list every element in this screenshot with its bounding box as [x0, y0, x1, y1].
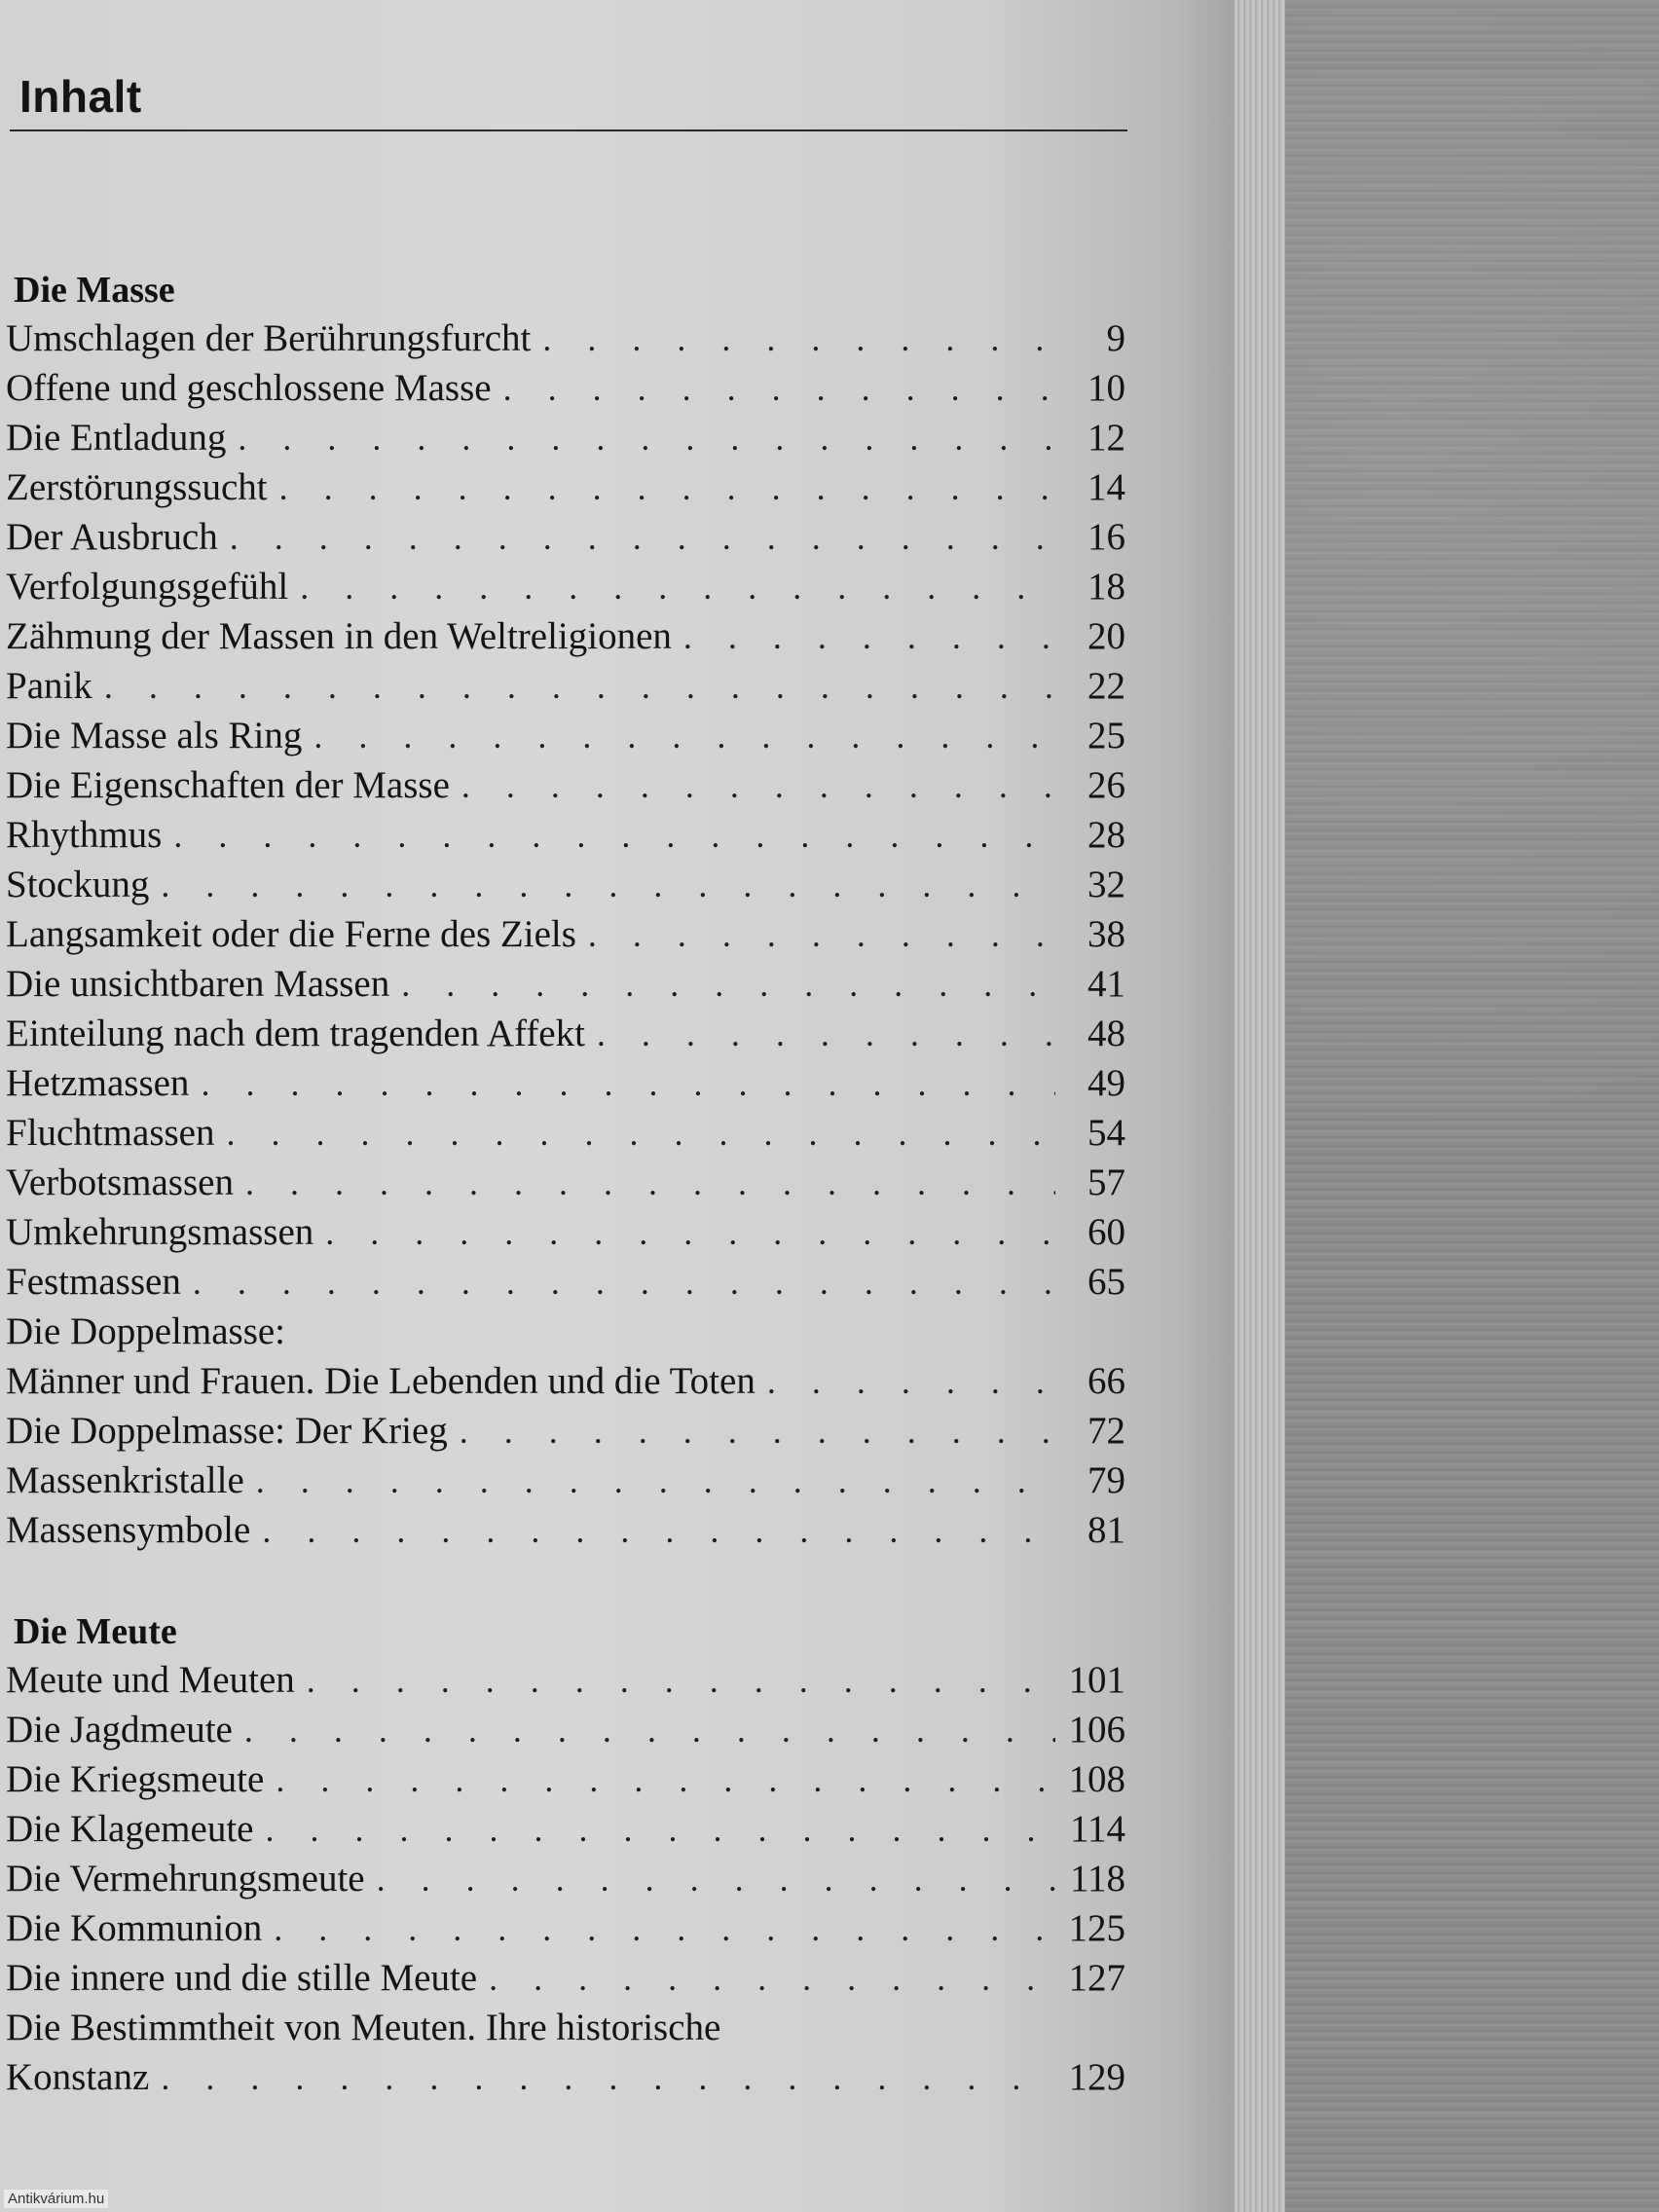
toc-entry-label: Die Masse als Ring	[6, 715, 303, 756]
toc-entry-label: Meute und Meuten	[6, 1659, 295, 1701]
toc-entry-page-number: 118	[1069, 1858, 1125, 1899]
toc-entry	[0, 1705, 1137, 1754]
toc-entry-page-number: 9	[1106, 317, 1125, 359]
toc-entry-label: Rhythmus	[6, 814, 163, 856]
dot-leader	[262, 1506, 1055, 1556]
toc-entry-label: Einteilung nach dem tragenden Affekt	[6, 1013, 585, 1054]
dot-leader	[230, 513, 1055, 563]
section-heading: Die Meute	[14, 1611, 177, 1652]
dot-leader	[588, 910, 1055, 960]
toc-entry-label: Festmassen	[6, 1261, 181, 1303]
toc-entry-page-number: 12	[1088, 417, 1125, 459]
toc-entry-page-number: 101	[1068, 1659, 1125, 1701]
dot-leader	[161, 2053, 1055, 2103]
page-title: Inhalt	[19, 71, 142, 122]
toc-entry-page-number: 20	[1088, 615, 1125, 657]
toc-entry-continuation	[0, 1356, 1137, 1406]
dot-leader	[300, 563, 1055, 612]
toc-entry	[0, 1953, 1137, 2003]
dot-leader	[401, 960, 1055, 1010]
toc-entry	[0, 1207, 1137, 1257]
dot-leader	[201, 1059, 1055, 1109]
toc-entry-page-number: 14	[1088, 466, 1125, 508]
background-surface	[1285, 0, 1659, 2212]
toc-entry	[0, 1058, 1137, 1108]
toc-entry-page-number: 81	[1088, 1509, 1125, 1551]
toc-entry	[0, 1009, 1137, 1058]
toc-entry-label: Die Kriegsmeute	[6, 1758, 265, 1800]
toc-entry	[0, 760, 1137, 810]
dot-leader	[503, 364, 1055, 414]
toc-entry-page-number: 10	[1088, 367, 1125, 409]
dot-leader	[265, 1805, 1055, 1855]
toc-entry	[0, 1456, 1137, 1505]
toc-entry	[0, 1854, 1137, 1903]
dot-leader	[274, 1904, 1055, 1954]
toc-entry-label: Verfolgungsgefühl	[6, 566, 289, 608]
toc-entry-label: Zerstörungssucht	[6, 466, 268, 508]
toc-entry-label: Die unsichtbaren Massen	[6, 963, 390, 1005]
toc-entry	[0, 363, 1137, 413]
toc-entry-label: Die Jagdmeute	[6, 1709, 233, 1751]
toc-entry-label: Der Ausbruch	[6, 516, 218, 558]
title-rule	[10, 129, 1127, 131]
toc-entry-page-number: 18	[1088, 566, 1125, 608]
toc-list	[0, 313, 1137, 1555]
toc-entry	[0, 860, 1137, 909]
toc-entry-page-number: 41	[1088, 963, 1125, 1005]
toc-entry-page-number: 49	[1088, 1062, 1125, 1104]
toc-entry-label: Umkehrungsmassen	[6, 1211, 314, 1253]
dot-leader	[377, 1855, 1055, 1904]
toc-entry-page-number: 25	[1088, 715, 1125, 756]
dot-leader	[767, 1357, 1055, 1407]
toc-entry	[0, 512, 1137, 562]
toc-entry-page-number: 28	[1088, 814, 1125, 856]
toc-entry-page-number: 72	[1088, 1410, 1125, 1452]
toc-entry-page-number: 57	[1088, 1161, 1125, 1203]
toc-entry-page-number: 22	[1088, 665, 1125, 707]
toc-entry-label: Die Doppelmasse: Der Krieg	[6, 1410, 448, 1452]
dot-leader	[238, 414, 1055, 463]
dot-leader	[161, 861, 1055, 910]
toc-entry-page-number: 79	[1088, 1459, 1125, 1501]
toc-entry	[0, 1406, 1137, 1456]
toc-entry	[0, 1257, 1137, 1307]
dot-leader	[542, 314, 1055, 364]
toc-entry-page-number: 48	[1088, 1013, 1125, 1054]
toc-entry-continuation	[0, 2052, 1137, 2102]
toc-entry-label: Die Kommunion	[6, 1907, 263, 1949]
toc-entry	[0, 909, 1137, 959]
toc-list	[0, 1655, 1137, 2102]
toc-entry-label: Massensymbole	[6, 1509, 251, 1551]
dot-leader	[245, 1159, 1055, 1208]
toc-entry-label: Fluchtmassen	[6, 1112, 215, 1154]
toc-entry	[0, 1158, 1137, 1207]
dot-leader	[313, 712, 1055, 761]
section-heading: Die Masse	[14, 270, 175, 311]
toc-entry	[0, 1655, 1137, 1705]
dot-leader	[226, 1109, 1055, 1159]
toc-entry-label: Massenkristalle	[6, 1459, 244, 1501]
toc-entry	[0, 413, 1137, 462]
toc-entry-page-number: 106	[1068, 1709, 1125, 1751]
dot-leader	[104, 662, 1055, 712]
toc-entry	[0, 1903, 1137, 1953]
toc-entry	[0, 2003, 1137, 2052]
toc-entry-label: Zähmung der Massen in den Weltreligionen	[6, 615, 672, 657]
toc-entry	[0, 462, 1137, 512]
toc-entry-page-number: 127	[1068, 1957, 1125, 1999]
toc-entry-label: Die Bestimmtheit von Meuten. Ihre historische	[6, 2007, 721, 2048]
toc-entry-label: Die Vermehrungsmeute	[6, 1858, 365, 1899]
toc-entry-page-number: 129	[1068, 2056, 1125, 2098]
toc-entry-page-number: 32	[1088, 864, 1125, 905]
toc-entry	[0, 810, 1137, 860]
toc-entry	[0, 1754, 1137, 1804]
dot-leader	[279, 463, 1055, 513]
toc-entry-page-number: 54	[1088, 1112, 1125, 1154]
toc-entry-page-number: 60	[1088, 1211, 1125, 1253]
toc-entry-label: Umschlagen der Berührungsfurcht	[6, 317, 532, 359]
toc-entry-label: Stockung	[6, 864, 150, 905]
watermark: Antikvárium.hu	[4, 2190, 108, 2208]
toc-section-masse	[0, 267, 1137, 1555]
toc-entry-label: Männer und Frauen. Die Lebenden und die Toten	[6, 1360, 756, 1402]
toc-entry	[0, 711, 1137, 760]
dot-leader	[256, 1456, 1055, 1506]
dot-leader	[173, 811, 1055, 861]
toc-entry-page-number: 114	[1069, 1808, 1125, 1850]
toc-section-meute	[0, 1608, 1137, 2102]
dot-leader	[244, 1706, 1055, 1755]
toc-entry-label: Konstanz	[6, 2056, 150, 2098]
toc-entry-page-number: 108	[1068, 1758, 1125, 1800]
dot-leader	[683, 612, 1055, 662]
toc-entry-label: Langsamkeit oder die Ferne des Ziels	[6, 913, 576, 955]
toc-entry	[0, 313, 1137, 363]
toc-entry	[0, 661, 1137, 711]
toc-entry-label: Die Eigenschaften der Masse	[6, 764, 450, 806]
toc-entry-label: Die Entladung	[6, 417, 227, 459]
toc-entry-label: Die Doppelmasse:	[6, 1310, 286, 1352]
toc-entry	[0, 1505, 1137, 1555]
dot-leader	[489, 1954, 1055, 2004]
toc-entry-label: Verbotsmassen	[6, 1161, 234, 1203]
dot-leader	[461, 761, 1055, 811]
dot-leader	[597, 1010, 1055, 1059]
dot-leader	[460, 1407, 1055, 1456]
dot-leader	[193, 1258, 1055, 1308]
toc-entry-page-number: 125	[1068, 1907, 1125, 1949]
toc-entry	[0, 1804, 1137, 1854]
dot-leader	[276, 1755, 1055, 1805]
toc-entry-label: Panik	[6, 665, 92, 707]
toc-entry-label: Die Klagemeute	[6, 1808, 254, 1850]
toc-entry	[0, 1108, 1137, 1158]
toc-entry-page-number: 65	[1088, 1261, 1125, 1303]
dot-leader	[325, 1208, 1055, 1258]
toc-entry	[0, 562, 1137, 611]
toc-entry-label: Hetzmassen	[6, 1062, 190, 1104]
toc-entry-page-number: 16	[1088, 516, 1125, 558]
toc-entry	[0, 611, 1137, 661]
toc-entry-label: Offene und geschlossene Masse	[6, 367, 492, 409]
toc-entry	[0, 1307, 1137, 1356]
toc-entry-page-number: 38	[1088, 913, 1125, 955]
toc-entry	[0, 959, 1137, 1009]
toc-entry-page-number: 26	[1088, 764, 1125, 806]
toc-entry-label: Die innere und die stille Meute	[6, 1957, 478, 1999]
dot-leader	[307, 1656, 1055, 1706]
toc-entry-page-number: 66	[1088, 1360, 1125, 1402]
